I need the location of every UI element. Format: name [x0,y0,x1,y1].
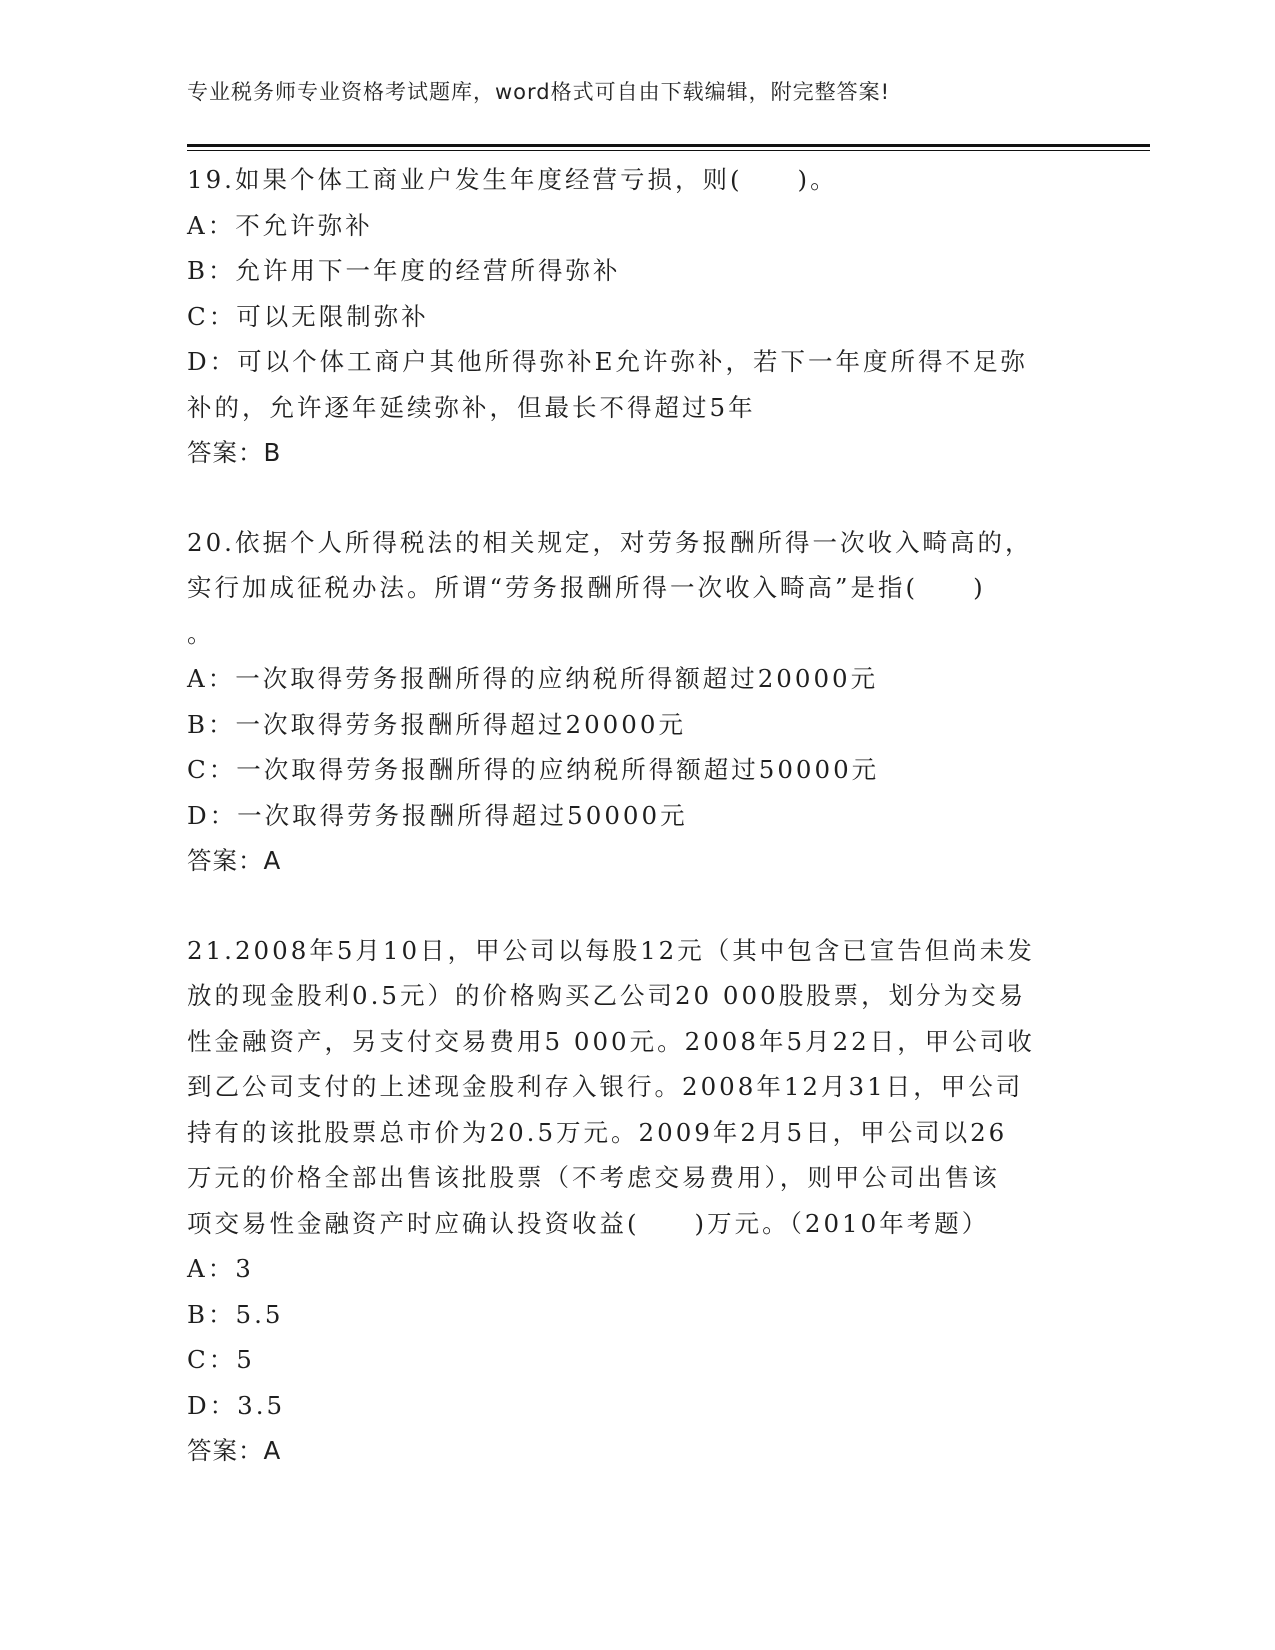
question-stem: 万元的价格全部出售该批股票（不考虑交易费用），则甲公司出售该 [187,1163,1000,1192]
question-20 [187,520,1087,884]
option-a: A：不允许弥补 [187,210,373,240]
question-stem: 放的现金股利0.5元）的价格购买乙公司20 000股股票，划分为交易 [187,981,1027,1010]
option-d: D：可以个体工商户其他所得弥补E允许弥补，若下一年度所得不足弥 [187,347,1029,376]
option-d: D：3.5 [187,1390,286,1420]
option-a: A：一次取得劳务报酬所得的应纳税所得额超过20000元 [187,664,879,693]
question-19 [187,157,1087,476]
question-stem: 项交易性金融资产时应确认投资收益( )万元。（2010年考题） [187,1208,990,1238]
answer: 答案：A [187,846,282,875]
question-stem: 。 [187,618,215,648]
question-stem: 实行加成征税办法。所谓“劳务报酬所得一次收入畸高”是指( ) [187,573,986,602]
question-stem: 21.2008年5月10日，甲公司以每股12元（其中包含已宣告但尚未发 [187,935,1035,965]
question-stem: 持有的该批股票总市价为20.5万元。2009年2月5日，甲公司以26 [187,1117,1008,1147]
question-spacer [187,884,1087,928]
option-a: A：3 [187,1254,254,1283]
header-rule-thin [187,150,1150,151]
question-stem: 19.如果个体工商业户发生年度经营亏损，则( )。 [187,165,838,194]
question-stem: 到乙公司支付的上述现金股利存入银行。2008年12月31日，甲公司 [187,1072,1024,1101]
question-list [187,157,1087,1474]
question-stem: 性金融资产，另支付交易费用5 000元。2008年5月22日，甲公司收 [187,1026,1035,1056]
option-d: D：一次取得劳务报酬所得超过50000元 [187,800,688,830]
option-c: C：5 [187,1345,255,1374]
option-c: C：可以无限制弥补 [187,301,429,331]
page-header: 专业税务师专业资格考试题库，word格式可自由下载编辑，附完整答案! [187,80,891,104]
option-d-continued: 补的，允许逐年延续弥补，但最长不得超过5年 [187,392,756,422]
question-stem: 20.依据个人所得税法的相关规定，对劳务报酬所得一次收入畸高的， [187,527,1033,557]
option-c: C：一次取得劳务报酬所得的应纳税所得额超过50000元 [187,755,880,784]
option-b: B：一次取得劳务报酬所得超过20000元 [187,709,686,739]
question-spacer [187,476,1087,520]
option-b: B：5.5 [187,1299,284,1329]
answer: 答案：A [187,1436,282,1465]
answer: 答案：B [187,438,282,467]
header-rule-thick [187,144,1150,147]
option-b: B：允许用下一年度的经营所得弥补 [187,256,621,285]
question-21 [187,928,1087,1474]
